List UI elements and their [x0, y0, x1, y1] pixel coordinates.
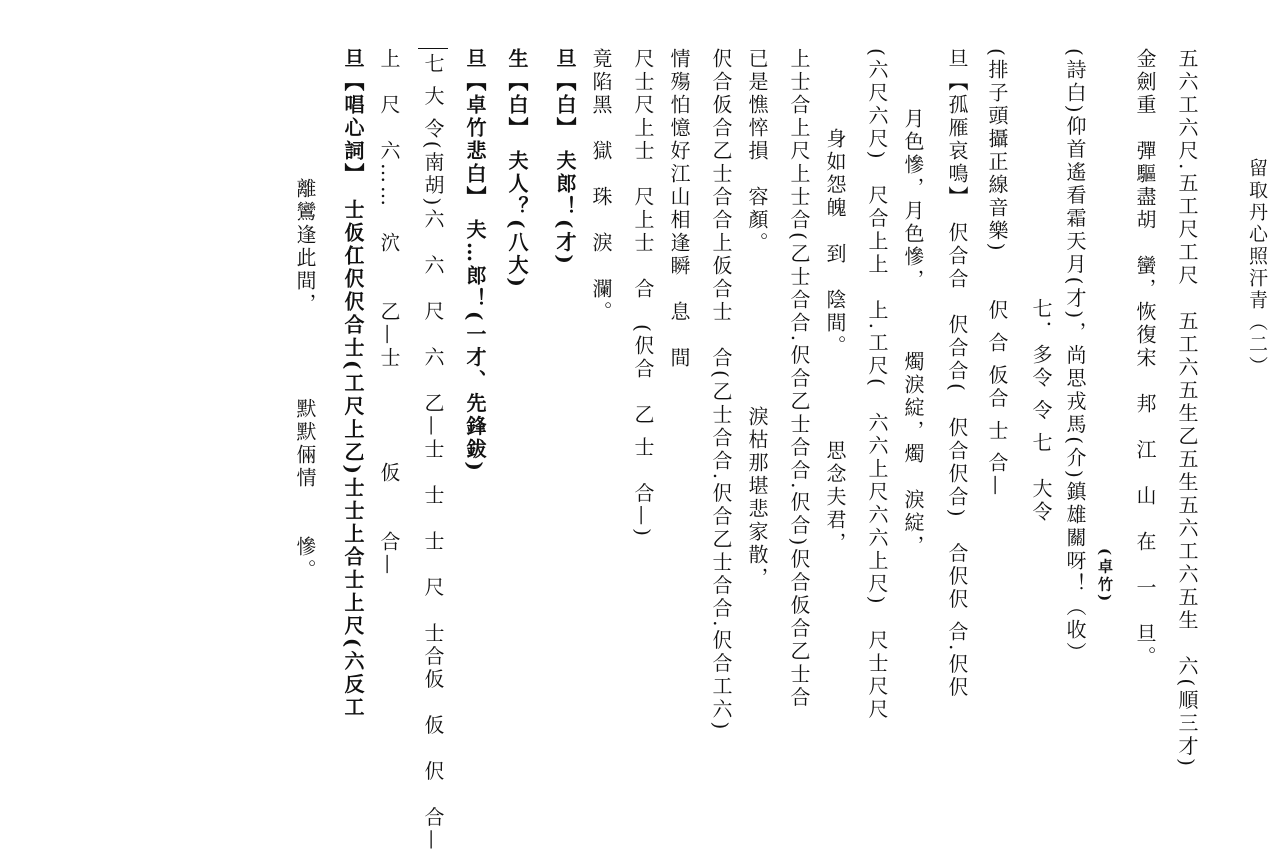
score-column-22 — [338, 48, 368, 855]
score-column-12 — [742, 48, 772, 855]
column-text: 伬合仮合乙士合合上仮合士 合(乙士合合.伬合乙士合合.伬合工六) — [709, 48, 733, 733]
column-text: 已是憔悴損 容顏。 淚枯那堪悲家散， — [745, 48, 769, 590]
page-header — [1242, 48, 1272, 855]
score-column-23 — [290, 48, 320, 855]
column-text: 竟陷黑 獄 珠 淚 瀾。 — [589, 48, 613, 324]
score-column-8 — [898, 48, 928, 855]
score-column-21 — [374, 48, 404, 855]
score-column-7 — [942, 48, 972, 855]
column-text: 旦【卓竹悲白】 夫…郎！(一才、先鋒鈸) — [463, 48, 487, 474]
column-text: 金劍重 彈驅盡胡 蠻，恢復宋 邦 江 山 在 一 旦。 — [1133, 48, 1157, 669]
column-text: 情殤怕憶好江山相逢瞬 息 間 — [667, 48, 691, 370]
column-text: 月色慘，月色慘， 燭淚綻，燭 淚綻， — [901, 108, 925, 558]
score-column-20 — [418, 48, 448, 855]
score-column-5 — [1026, 48, 1056, 855]
score-column-4 — [1060, 48, 1090, 855]
column-text: (卓竹) — [1096, 548, 1114, 605]
score-column-17 — [550, 48, 580, 855]
column-text: 七 大 令(南胡)六 六 尺 六 乙—士 士 士 尺 士合仮 仮 伬 合— — [421, 53, 445, 853]
page-header-text: 留取丹心照汗青（二） — [1246, 158, 1268, 378]
score-column-9 — [862, 48, 892, 855]
column-text: 七．多令 令 七 大令 — [1029, 298, 1053, 524]
column-text: 旦【白】 夫郎！(才) — [553, 48, 577, 267]
column-text: 離鸞逢此間， 默默倆情 慘。 — [293, 178, 317, 582]
column-text: 身如怨魄 到 陰間。 思念夫君， — [823, 128, 847, 555]
column-text: 旦【唱心詞】 士仮仜伬伬合士(工尺上乙)士士上合士上尺(六反工 — [341, 48, 365, 720]
column-text: (詩白)仰首遙看霜天月(才)，尚思戎馬(介)鎮雄關呀！（收） — [1063, 48, 1087, 665]
score-column-19 — [460, 48, 490, 855]
score-column-15 — [628, 48, 658, 855]
column-text: 上 尺 六…… 泬 乙—士 仮 合— — [377, 48, 401, 577]
score-column-16 — [586, 48, 616, 855]
column-text: 五六工六尺.五工尺工尺 五工六五生乙五生五六工六五生 六(順三才) — [1175, 48, 1199, 769]
column-text: (排子頭攝正線音樂) 伬 合 仮合 士 合— — [985, 48, 1009, 499]
score-column-14 — [664, 48, 694, 855]
column-text: 尺士尺上士 尺上士 合 (伬合 乙 士 合—) — [631, 48, 655, 539]
score-column-6 — [982, 48, 1012, 855]
column-text: 生【白】 夫人？(八大) — [505, 48, 529, 290]
column-text: (六尺六尺) 尺合上上 上.工尺( 六六上尺六六上尺) 尺士尺尺 — [865, 48, 889, 722]
column-text: 旦【孤雁哀鳴】 伬合合 伬合合( 伬合伬合) 合伬伬 合.伬伬 — [945, 48, 969, 700]
column-text: 上士合上尺上士合(乙士合合.伬合乙士合合.伬合)伬合仮合乙士合 — [787, 48, 811, 710]
score-column-1 — [1172, 48, 1202, 855]
score-column-3 — [1090, 48, 1120, 855]
score-column-2 — [1130, 48, 1160, 855]
score-column-11 — [784, 48, 814, 855]
score-column-13 — [706, 48, 736, 855]
score-column-10 — [820, 48, 850, 855]
score-column-18 — [502, 48, 532, 855]
